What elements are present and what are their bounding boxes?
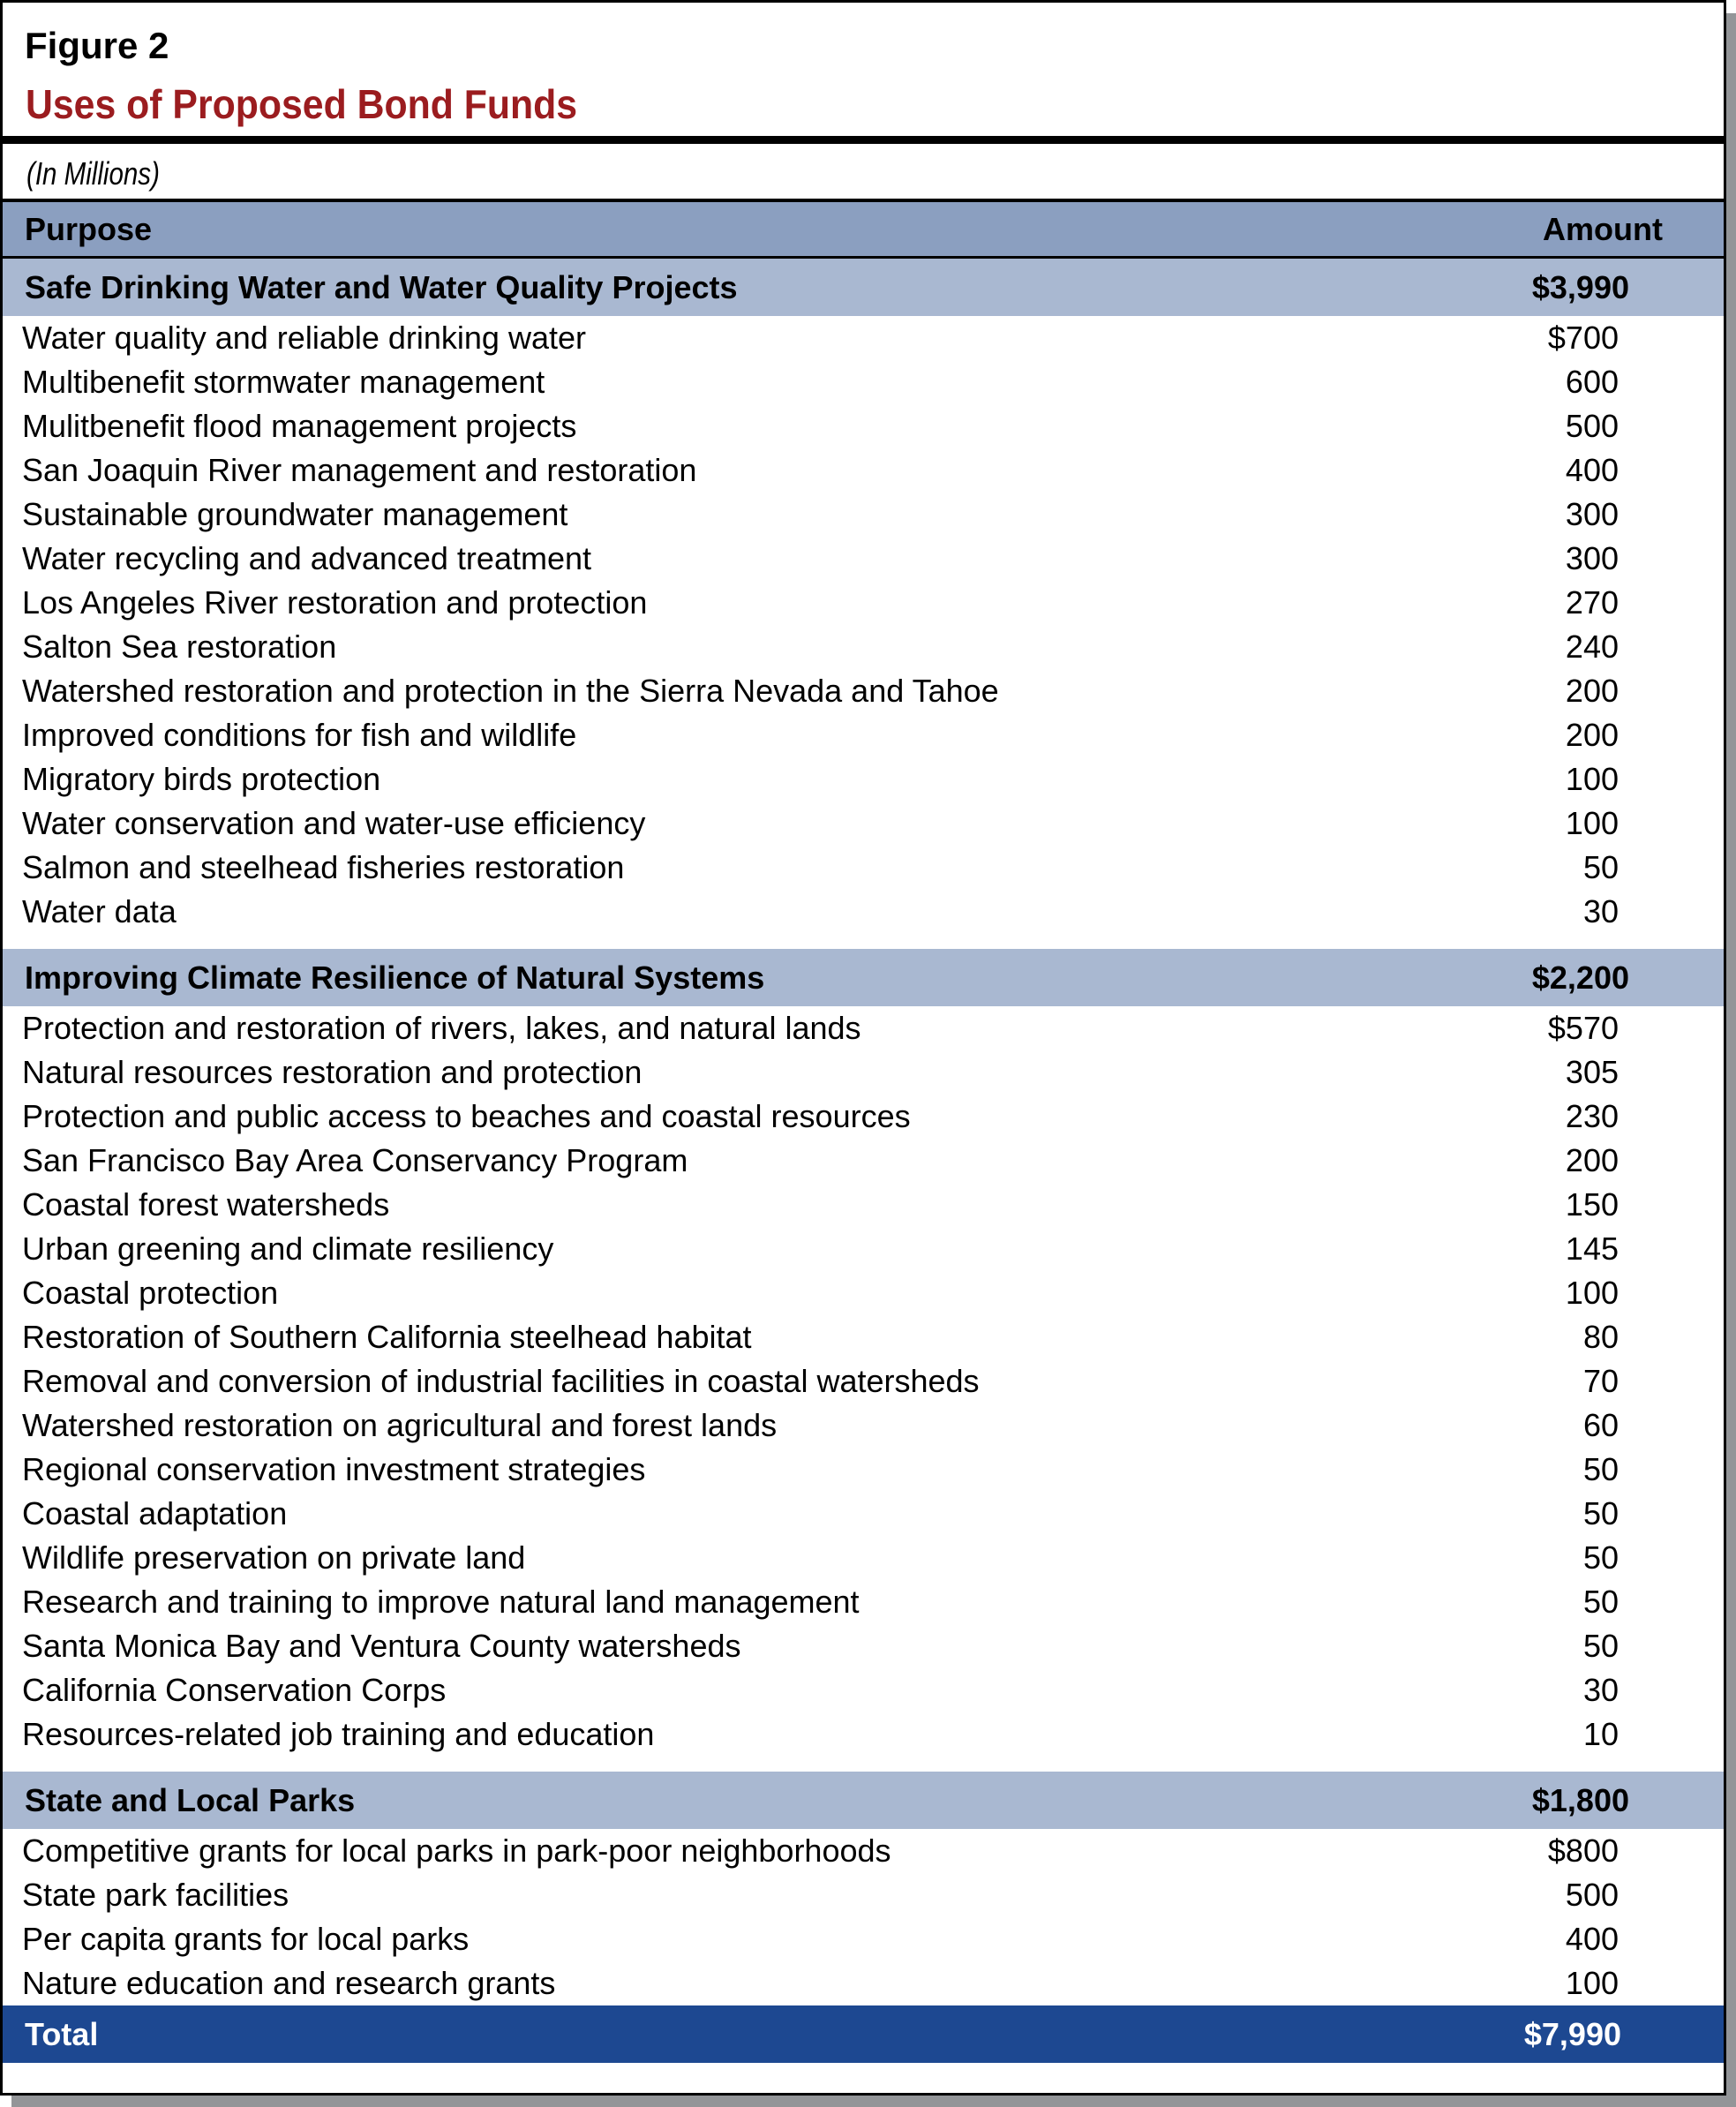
table-row <box>3 1829 1724 1873</box>
total-amount: $7,990 <box>1523 2015 1621 2052</box>
section-amount: $3,990 <box>1531 268 1629 305</box>
row-amount: 60 <box>1582 1407 1619 1443</box>
table-row <box>3 1448 1724 1492</box>
table-row <box>3 757 1724 801</box>
section-header <box>3 949 1724 1006</box>
table-header <box>3 202 1724 259</box>
table-row <box>3 1668 1724 1712</box>
row-purpose: San Francisco Bay Area Conservancy Program <box>22 1142 688 1178</box>
row-amount: 100 <box>1565 1965 1619 2001</box>
row-amount: 100 <box>1565 761 1619 797</box>
table-row <box>3 1271 1724 1315</box>
table-row <box>3 1139 1724 1183</box>
row-amount: 240 <box>1565 628 1619 665</box>
row-purpose: Protection and public access to beaches and coastal resources <box>22 1098 911 1134</box>
row-amount: 400 <box>1565 1921 1619 1957</box>
row-purpose: Watershed restoration and protection in the Sierra Nevada and Tahoe <box>22 673 999 709</box>
row-amount: 70 <box>1582 1363 1619 1399</box>
row-purpose: Research and training to improve natural land management <box>22 1584 860 1620</box>
row-purpose: Salton Sea restoration <box>22 628 337 665</box>
table-row <box>3 1712 1724 1757</box>
row-purpose: Urban greening and climate resiliency <box>22 1230 554 1267</box>
row-amount: 270 <box>1565 584 1619 621</box>
table-row <box>3 1492 1724 1536</box>
table-row <box>3 1359 1724 1403</box>
row-purpose: Multibenefit stormwater management <box>22 364 545 400</box>
section-rows <box>3 316 1724 949</box>
table-row <box>3 1961 1724 2005</box>
figure-title: Uses of Proposed Bond Funds <box>26 81 578 127</box>
row-purpose: Salmon and steelhead fisheries restoration <box>22 849 625 885</box>
row-purpose: Nature education and research grants <box>22 1965 556 2001</box>
row-purpose: Migratory birds protection <box>22 761 381 797</box>
title-divider <box>3 136 1724 144</box>
section-header <box>3 1772 1724 1829</box>
row-amount: $800 <box>1547 1832 1619 1869</box>
section-amount: $2,200 <box>1531 959 1629 996</box>
row-amount: 100 <box>1565 805 1619 841</box>
table-row <box>3 1917 1724 1961</box>
section-name: State and Local Parks <box>25 1781 356 1818</box>
table-row <box>3 1580 1724 1624</box>
table-row <box>3 1006 1724 1050</box>
table-row <box>3 1536 1724 1580</box>
row-purpose: Regional conservation investment strategies <box>22 1451 646 1487</box>
table-row <box>3 404 1724 448</box>
row-purpose: California Conservation Corps <box>22 1672 447 1708</box>
table-row <box>3 801 1724 846</box>
row-amount: 145 <box>1565 1230 1619 1267</box>
total-label: Total <box>25 2015 99 2052</box>
section-name: Safe Drinking Water and Water Quality Projects <box>25 268 738 305</box>
row-purpose: Mulitbenefit flood management projects <box>22 408 577 444</box>
header-purpose: Purpose <box>25 210 153 247</box>
row-amount: 500 <box>1565 408 1619 444</box>
row-purpose: Watershed restoration on agricultural and forest lands <box>22 1407 778 1443</box>
row-purpose: Protection and restoration of rivers, lakes, and natural lands <box>22 1010 861 1046</box>
row-amount: 30 <box>1582 1672 1619 1708</box>
row-purpose: Water quality and reliable drinking water <box>22 320 586 356</box>
row-amount: 150 <box>1565 1186 1619 1223</box>
row-purpose: Coastal protection <box>22 1275 279 1311</box>
table-row <box>3 448 1724 493</box>
table-row <box>3 1315 1724 1359</box>
table-row <box>3 493 1724 537</box>
row-amount: 50 <box>1582 1584 1619 1620</box>
table-row <box>3 890 1724 934</box>
row-amount: 50 <box>1582 1451 1619 1487</box>
header-amount: Amount <box>1543 210 1663 247</box>
row-purpose: Water recycling and advanced treatment <box>22 540 591 576</box>
table-row <box>3 625 1724 669</box>
table-row <box>3 316 1724 360</box>
row-amount: 300 <box>1565 540 1619 576</box>
row-purpose: Per capita grants for local parks <box>22 1921 470 1957</box>
row-purpose: Removal and conversion of industrial facilities in coastal watersheds <box>22 1363 980 1399</box>
row-amount: 300 <box>1565 496 1619 532</box>
row-purpose: Competitive grants for local parks in park-poor neighborhoods <box>22 1832 891 1869</box>
section-rows <box>3 1829 1724 2005</box>
units-note: (In Millions) <box>26 155 160 192</box>
table-row <box>3 581 1724 625</box>
section-name: Improving Climate Resilience of Natural Systems <box>25 959 765 996</box>
table-row <box>3 537 1724 581</box>
row-purpose: Restoration of Southern California steelhead habitat <box>22 1319 752 1355</box>
table-row <box>3 360 1724 404</box>
row-amount: $570 <box>1547 1010 1619 1046</box>
row-purpose: Resources-related job training and education <box>22 1716 655 1752</box>
row-purpose: Water data <box>22 893 177 929</box>
row-amount: 200 <box>1565 1142 1619 1178</box>
table-row <box>3 1095 1724 1139</box>
bond-funds-table <box>3 202 1724 2063</box>
row-amount: 30 <box>1582 893 1619 929</box>
row-purpose: Coastal adaptation <box>22 1495 288 1531</box>
row-purpose: Coastal forest watersheds <box>22 1186 390 1223</box>
row-amount: 305 <box>1565 1054 1619 1090</box>
row-purpose: Water conservation and water-use efficiency <box>22 805 646 841</box>
table-row <box>3 669 1724 713</box>
row-amount: 600 <box>1565 364 1619 400</box>
section-rows <box>3 1006 1724 1772</box>
row-purpose: San Joaquin River management and restoration <box>22 452 697 488</box>
table-row <box>3 1403 1724 1448</box>
row-purpose: State park facilities <box>22 1877 289 1913</box>
section-amount: $1,800 <box>1531 1781 1629 1818</box>
table-row <box>3 1873 1724 1917</box>
row-amount: 400 <box>1565 452 1619 488</box>
row-amount: 100 <box>1565 1275 1619 1311</box>
row-amount: 50 <box>1582 1495 1619 1531</box>
row-amount: 50 <box>1582 1628 1619 1664</box>
row-amount: 230 <box>1565 1098 1619 1134</box>
row-purpose: Sustainable groundwater management <box>22 496 568 532</box>
row-amount: 80 <box>1582 1319 1619 1355</box>
row-amount: 200 <box>1565 717 1619 753</box>
row-amount: 200 <box>1565 673 1619 709</box>
table-row <box>3 846 1724 890</box>
row-purpose: Wildlife preservation on private land <box>22 1539 526 1576</box>
table-row <box>3 1624 1724 1668</box>
row-purpose: Improved conditions for fish and wildlife <box>22 717 577 753</box>
row-amount: $700 <box>1547 320 1619 356</box>
row-amount: 50 <box>1582 849 1619 885</box>
row-amount: 10 <box>1582 1716 1619 1752</box>
figure-number: Figure 2 <box>25 25 169 66</box>
total-row <box>3 2005 1724 2063</box>
row-purpose: Los Angeles River restoration and protection <box>22 584 648 621</box>
table-row <box>3 713 1724 757</box>
table-row <box>3 1227 1724 1271</box>
table-row <box>3 1183 1724 1227</box>
row-purpose: Natural resources restoration and protection <box>22 1054 643 1090</box>
row-amount: 50 <box>1582 1539 1619 1576</box>
section-header <box>3 259 1724 316</box>
row-amount: 500 <box>1565 1877 1619 1913</box>
row-purpose: Santa Monica Bay and Ventura County watersheds <box>22 1628 741 1664</box>
table-body <box>3 259 1724 2005</box>
table-row <box>3 1050 1724 1095</box>
